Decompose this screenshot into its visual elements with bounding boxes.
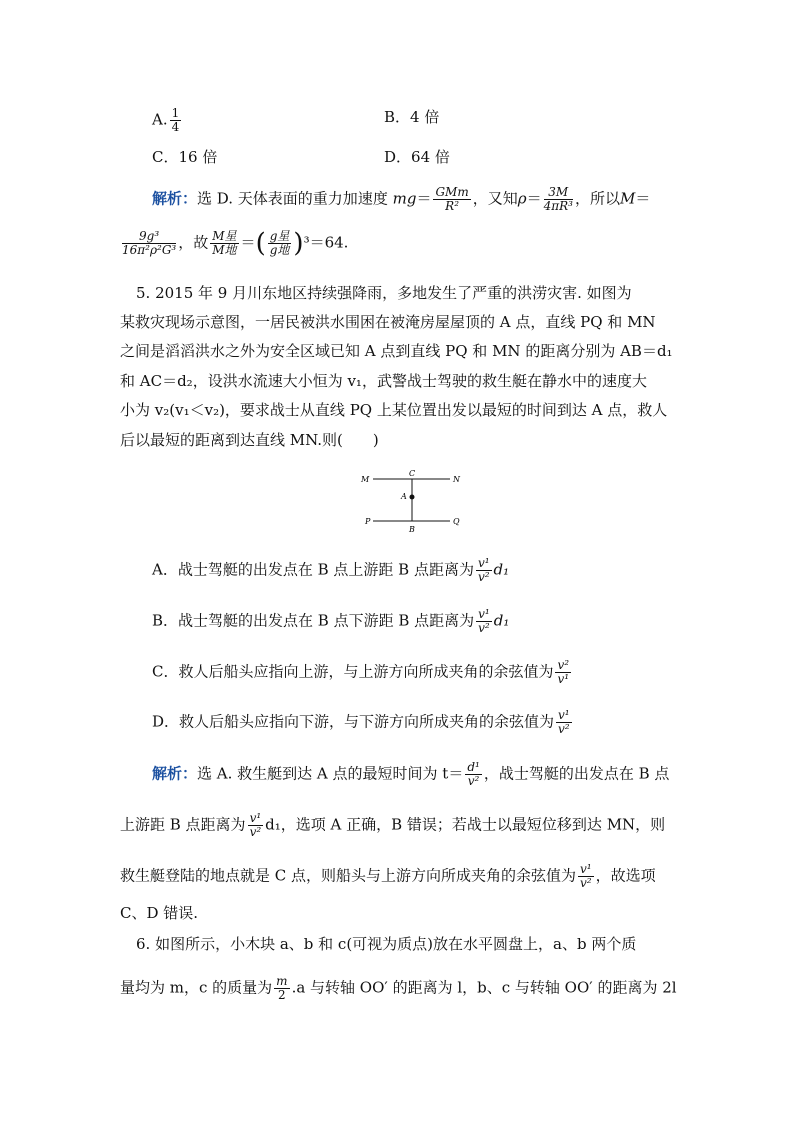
fraction (556, 709, 572, 736)
frac-num: d¹ (467, 760, 480, 774)
solution-text: ，故选项 (595, 866, 656, 885)
option-a (152, 107, 183, 134)
solution-text: d₁，选项 A 正确，B 错误；若战士以最短位移到达 MN，则 (265, 815, 666, 834)
river-diagram-svg (355, 465, 465, 535)
q5-option-d (152, 709, 574, 736)
fraction (578, 863, 594, 890)
solution-text: 选 A. 救生艇到达 A 点的最短时间为 t＝ (197, 764, 464, 783)
q5-line3: 之间是滔滔洪水之外为安全区域已知 A 点到直线 PQ 和 MN 的距离分别为 AB＝d₁ (120, 342, 673, 360)
frac-num: v² (557, 658, 570, 672)
label-b: B (409, 525, 415, 534)
solution-text: 选 D. 天体表面的重力加速度 (197, 189, 388, 208)
fraction (544, 186, 573, 213)
solution-text: 救生艇登陆的地点就是 C 点，则船头与上游方向所成夹角的余弦值为 (120, 866, 577, 885)
q6-line1: 6. 如图所示，小木块 a、b 和 c(可视为质点)放在水平圆盘上，a、b 两个质 (136, 935, 637, 953)
frac-den: v¹ (557, 672, 570, 686)
frac-den: v² (477, 570, 490, 584)
frac-num: 9g³ (122, 230, 176, 244)
var-M: M (619, 189, 636, 208)
frac-num: M星 (212, 229, 237, 243)
frac-den: 4 (171, 120, 180, 134)
option-tail: d₁ (493, 560, 510, 579)
label-q: Q (453, 517, 460, 526)
frac-num: GMm (435, 185, 469, 199)
frac-den: R² (445, 199, 460, 213)
q5-solution-line3 (120, 863, 656, 890)
option-b: B．4 倍 (384, 108, 440, 126)
solution-text: ，故 (178, 233, 209, 252)
solution-text: ³＝64. (303, 233, 349, 252)
q5-line1: 5. 2015 年 9 月川东地区持续强降雨，多地发生了严重的洪涝灾害. 如图为 (136, 284, 632, 302)
fraction (476, 608, 492, 635)
frac-den: v² (558, 722, 570, 736)
frac-den: v² (249, 825, 262, 839)
solution-text: ，所以 (574, 189, 620, 208)
q5-solution-line1 (152, 761, 669, 788)
frac-den: v² (580, 876, 592, 890)
q5-line2: 某救灾现场示意图，一居民被洪水围困在被淹房屋屋顶的 A 点，直线 PQ 和 MN (120, 313, 656, 331)
frac-num: v¹ (558, 708, 570, 722)
fraction (248, 812, 264, 839)
q4-solution-line2: $\frac{\text{9g³}}{\text{16π²ρ²G³}}$ ，故 $\frac{\text{M星}}{\text{M地}}$ ＝( $\frac{\text{g星}}{\text{g地}}$ )³＝64. (122, 228, 349, 259)
q6-text: .a 与转轴 OO′ 的距离为 l，b、c 与转轴 OO′ 的距离为 2l (291, 978, 677, 997)
var-mg: mg (392, 189, 417, 208)
option-tail: d₁ (493, 611, 510, 630)
point-a (410, 495, 415, 500)
var-rho: ρ (517, 189, 527, 208)
solution-text: 上游距 B 点距离为 (120, 815, 246, 834)
equals: ＝ (526, 189, 542, 208)
equals: ＝ (635, 189, 651, 208)
q6-line2 (120, 975, 677, 1002)
label-m: M (361, 475, 370, 484)
frac-den: 16π²ρ²G³ (122, 243, 177, 257)
fraction (555, 659, 571, 686)
frac-num: v¹ (249, 811, 262, 825)
frac-num: m (276, 974, 288, 988)
frac-num: 3M (544, 186, 573, 200)
frac-num: 1 (171, 106, 180, 120)
frac-den: v² (467, 774, 480, 788)
q5-option-b (152, 608, 509, 635)
q5-line5: 小为 v₂(v₁＜v₂)，要求战士从直线 PQ 上某位置出发以最短的时间到达 A 点，救人 (120, 401, 668, 419)
solution-text: ，又知 (472, 189, 518, 208)
frac-den: 2 (278, 988, 286, 1002)
fraction (122, 230, 176, 257)
solution-tag: 解析： (152, 764, 198, 783)
option-text: C．救人后船头应指向上游，与上游方向所成夹角的余弦值为 (152, 662, 554, 681)
q4-solution-line1 (152, 186, 650, 213)
fraction (268, 230, 292, 257)
frac-den: 4πR³ (543, 199, 573, 213)
solution-text: ，战士驾艇的出发点在 B 点 (483, 764, 670, 783)
q5-line6: 后以最短的距离到达直线 MN.则( ) (120, 431, 379, 449)
option-c: C．16 倍 (152, 148, 218, 166)
q6-text: 量均为 m，c 的质量为 (120, 978, 273, 997)
fraction (465, 761, 482, 788)
fraction (210, 230, 238, 257)
option-text: D．救人后船头应指向下游，与下游方向所成夹角的余弦值为 (152, 712, 555, 731)
equals: ＝ (416, 189, 432, 208)
label-n: N (453, 475, 460, 484)
q5-option-a (152, 557, 509, 584)
frac-den: M地 (212, 243, 237, 257)
q5-line4: 和 AC＝d₂，设洪水流速大小恒为 v₁，武警战士驾驶的救生艇在静水中的速度大 (120, 372, 647, 390)
q5-option-c (152, 659, 573, 686)
q5-solution-line2 (120, 812, 665, 839)
solution-tag: 解析： (152, 189, 198, 208)
fraction (170, 107, 182, 134)
fraction (433, 186, 470, 213)
fraction (476, 557, 492, 584)
river-diagram (355, 465, 465, 535)
frac-num: v¹ (580, 862, 592, 876)
option-a-label: A. (152, 110, 168, 129)
frac-num: g星 (269, 229, 290, 243)
frac-num: v¹ (478, 607, 490, 621)
option-text: A．战士驾艇的出发点在 B 点上游距 B 点距离为 (152, 560, 474, 579)
option-d: D．64 倍 (384, 148, 450, 166)
label-p: P (365, 517, 371, 526)
option-text: B．战士驾艇的出发点在 B 点下游距 B 点距离为 (152, 611, 475, 630)
label-a: A (401, 492, 407, 501)
q5-solution-line4: C、D 错误. (120, 904, 199, 922)
frac-num: v¹ (477, 556, 490, 570)
label-c: C (409, 469, 416, 478)
frac-den: g地 (269, 243, 290, 257)
fraction (274, 975, 289, 1002)
frac-den: v² (478, 621, 490, 635)
